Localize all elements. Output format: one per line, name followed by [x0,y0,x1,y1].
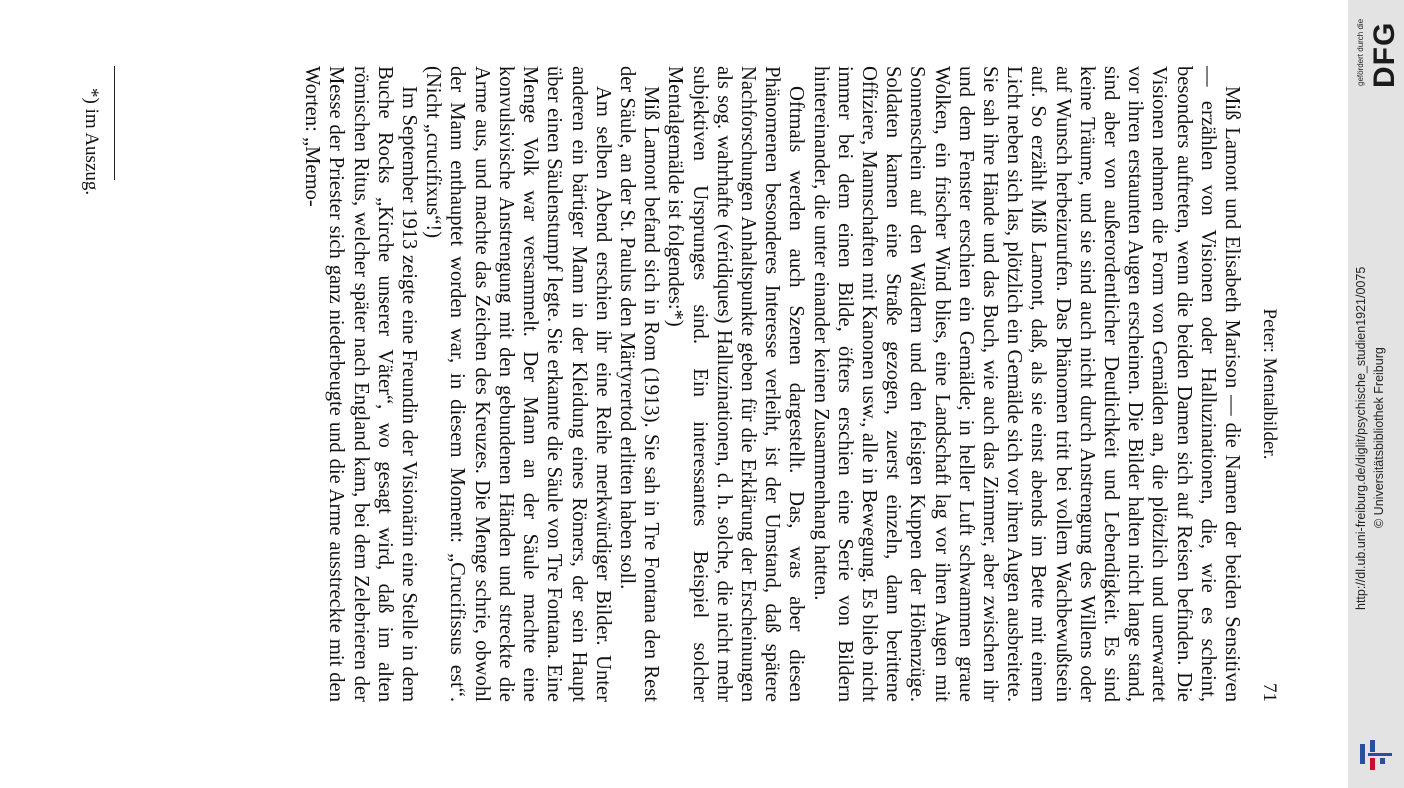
paragraph-5: Im September 1913 zeigte eine Freundin der Visionärin eine Stelle in dem Buche Rocks „Kirche unserer Väter“, wo gesagt wird, daß im alten römischen Ritus, welcher später nach England kam, bei dem Zelebrieren der Messe der Priester sich ganz niederbeugte und die Arme ausstreckte mit den Worten: „Memo- [301,66,421,702]
dfg-wordmark: DFG [1368,21,1401,88]
paragraph-2: Oftmals werden auch Szenen dargestellt. Das, was aber diesen Phänomenen besonderes Interesse verleiht, ist der Umstand, daß spätere Nachforschungen Anhaltspunkte geben für die Erklärung der Erscheinungen als sog. wahrhafte (véridiques) Halluzinationen, d. h. solche, die nicht mehr subjektiven Ursprunges sind. Ein interessantes Beispiel solcher Mentalgemälde ist folgendes:*) [664,66,808,702]
copyright-text: © Universitätsbibliothek Freiburg [1372,347,1386,528]
sidebar-text [1348,0,1404,788]
page-header [1250,66,1280,702]
paragraph-4: Am selben Abend erschien ihr eine Reihe merkwürdiger Bilder. Unter anderen ein bärtiger Mann in der Kleidung eines Römers, der sein Haupt über einen Säulenstumpf legte. Sie erkannte die Säule von Tre Fontana. Eine Menge Volk war versammelt. Der Mann an der Säule machte eine konvulsivische Anstrengung mit den gebundenen Händen und streckte die Arme aus, und machte das Zeichen des Kreuzes. Die Menge schrie, obwohl der Mann enthauptet worden war, in diesem Moment: „Crucifissus est“. (Nicht „crucifixus“!) [422,66,614,702]
dfg-logo [1356,4,1400,88]
viewer-sidebar [1348,0,1404,788]
paragraph-1: Miß Lamont und Elisabeth Marison — die Namen der beiden Sensitiven — erzählen von Visionen oder Halluzinationen, die, wie es scheint, besonders auftreten, wenn die beiden Damen sich auf Reisen befinden. Die Visionen nehmen die Form von Gemälden an, die plötzlich und unerwartet vor ihren erstaunten Augen erscheinen. Die Bilder halten nicht lange stand, sind aber von außerordentlicher Deutlichkeit und Lebendigkeit. Es sind keine Träume, und sie sind auch nicht durch Anstrengung des Willens oder auf Wunsch herbeizurufen. Das Phänomen tritt bei vollem Wachbewußtsein auf. So erzählt Miß Lamont, daß, als sie einst abends im Bette mit einem Licht neben sich las, plötzlich ein Gemälde sich vor ihren Augen ausbreitete. Sie sah ihre Hände und das Buch, wie auch das Zimmer, aber zwischen ihr und dem Fenster erschien ein Gemälde; in heller Luft schwammen graue Wolken, ein frischer Wind blies, eine Landschaft lag vor ihren Augen mit Sonnenschein auf den Wäldern und den felsigen Kuppen der Höhenzüge. Soldaten kamen eine Straße gezogen, zuerst einzeln, dann berittene Offiziere, Mannschaften mit Kanonen usw., alle in Bewegung. Es blieb nicht immer bei dem einen Bilde, öfters erschien eine Serie von Bildern hintereinander, die unter einander keinen Zusammenhang hatten. [809,66,1243,702]
page-number: 71 [1259,683,1280,702]
footnote-rule [114,66,115,180]
dfg-funding-label: gefördert durch die [1356,18,1365,86]
header-title: Peter: Mentalbilder. [1259,308,1280,460]
source-url-link[interactable]: http://dl.ub.uni-freiburg.de/diglit/psychische_studien1921/0075 [1354,266,1368,610]
footnote: *) im Auszug. [81,88,102,196]
paragraph-3: Miß Lamont befand sich in Rom (1913). Sie sah in Tre Fontana den Rest der Säule, an der St. Paulus den Märtyrertod erlitten haben soll. [615,66,663,702]
ub-freiburg-logo-icon [1356,734,1400,774]
body-text [300,66,1244,702]
